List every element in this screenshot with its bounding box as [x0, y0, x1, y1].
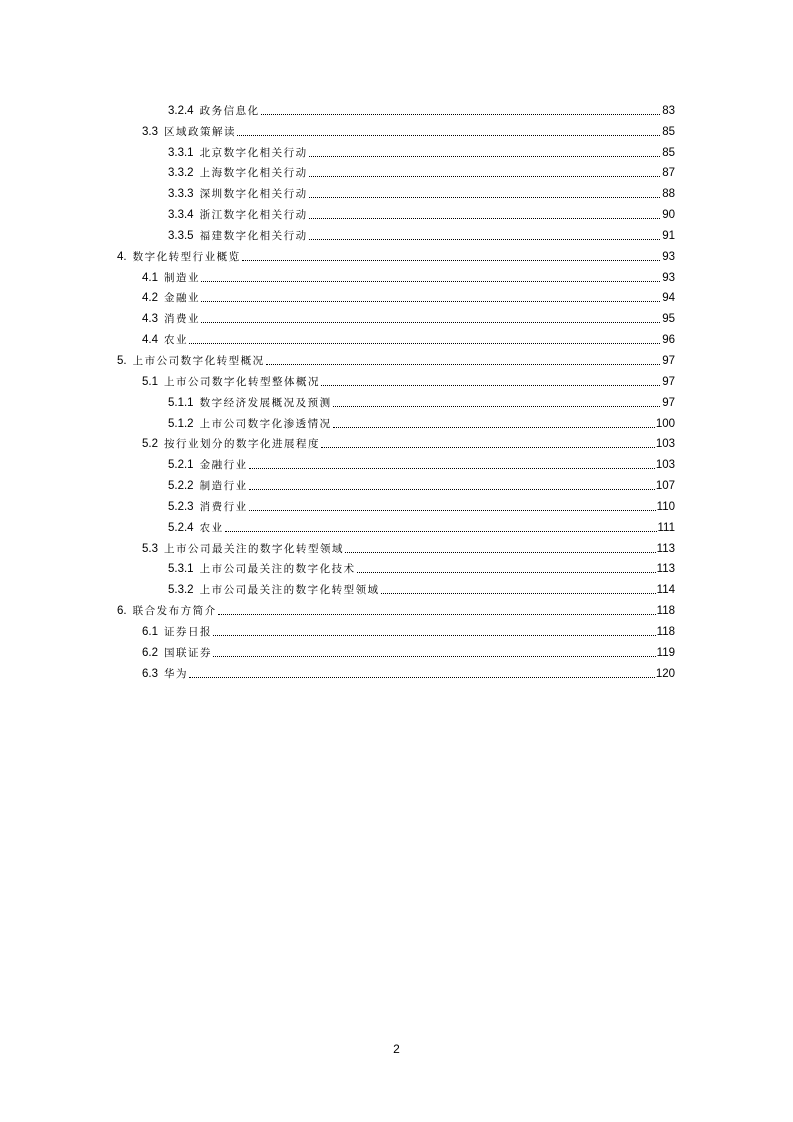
toc-entry[interactable]	[117, 97, 675, 118]
toc-entry-title: 上市公司最关注的数字化转型领域	[164, 542, 344, 555]
toc-entry[interactable]	[117, 285, 675, 306]
toc-entry-number: 5.3.2	[168, 584, 194, 597]
toc-dot-leader	[201, 322, 660, 323]
toc-dot-leader	[309, 197, 660, 198]
toc-dot-leader	[381, 593, 656, 594]
toc-entry[interactable]	[117, 618, 675, 639]
toc-entry[interactable]	[117, 222, 675, 243]
toc-entry[interactable]	[117, 180, 675, 201]
toc-entry-page: 97	[662, 396, 675, 409]
toc-entry[interactable]	[117, 118, 675, 139]
toc-entry-title: 上市公司数字化转型整体概况	[164, 375, 320, 388]
toc-entry-page: 113	[656, 563, 675, 576]
toc-entry-number: 5.3	[142, 542, 158, 555]
toc-entry[interactable]	[117, 556, 675, 577]
toc-entry[interactable]	[117, 160, 675, 181]
toc-dot-leader	[266, 364, 660, 365]
toc-entry-number: 6.3	[142, 667, 158, 680]
toc-entry-number: 5.2.3	[168, 500, 194, 513]
toc-dot-leader	[249, 468, 655, 469]
toc-entry-number: 4.3	[142, 313, 158, 326]
toc-entry[interactable]	[117, 410, 675, 431]
toc-entry-number: 3.3.2	[168, 167, 194, 180]
toc-entry-title: 制造行业	[199, 480, 248, 493]
toc-entry-number: 4.2	[142, 292, 158, 305]
toc-dot-leader	[333, 427, 655, 428]
toc-dot-leader	[309, 218, 660, 219]
toc-entry-number: 3.3.3	[168, 188, 194, 201]
toc-entry-number: 5.1.1	[168, 396, 194, 409]
toc-dot-leader	[249, 510, 656, 511]
toc-entry-title: 深圳数字化相关行动	[199, 188, 308, 201]
toc-entry[interactable]	[117, 451, 675, 472]
toc-entry-number: 5.3.1	[168, 563, 194, 576]
toc-dot-leader	[345, 552, 656, 553]
toc-entry-number: 5.1.2	[168, 417, 194, 430]
toc-entry[interactable]	[117, 326, 675, 347]
toc-entry[interactable]	[117, 305, 675, 326]
toc-entry-number: 4.	[117, 250, 127, 263]
toc-entry-page: 118	[656, 605, 675, 618]
toc-entry-number: 3.3.1	[168, 146, 194, 159]
toc-dot-leader	[201, 301, 660, 302]
toc-entry-page: 95	[662, 313, 675, 326]
toc-entry-number: 5.2.1	[168, 459, 194, 472]
toc-entry-page: 103	[655, 438, 675, 451]
table-of-contents	[117, 97, 675, 681]
toc-entry[interactable]	[117, 493, 675, 514]
toc-entry-page: 93	[662, 271, 675, 284]
toc-entry-page: 97	[662, 375, 675, 388]
page-number: 2	[393, 1042, 400, 1056]
toc-entry-number: 5.1	[142, 375, 158, 388]
toc-entry[interactable]	[117, 514, 675, 535]
toc-entry-number: 5.2.2	[168, 480, 194, 493]
toc-entry[interactable]	[117, 389, 675, 410]
toc-dot-leader	[309, 176, 660, 177]
toc-entry-number: 3.3.5	[168, 229, 194, 242]
toc-entry-page: 110	[656, 500, 675, 513]
toc-entry-title: 消费业	[164, 313, 200, 326]
toc-entry-number: 5.	[117, 354, 127, 367]
toc-entry[interactable]	[117, 597, 675, 618]
toc-entry-page: 93	[662, 250, 675, 263]
toc-entry-title: 按行业划分的数字化进展程度	[164, 438, 320, 451]
toc-entry-page: 88	[662, 188, 675, 201]
toc-entry-page: 103	[655, 459, 675, 472]
toc-entry-number: 6.2	[142, 646, 158, 659]
toc-entry-title: 数字化转型行业概览	[132, 250, 241, 263]
toc-entry-title: 浙江数字化相关行动	[199, 209, 308, 222]
toc-entry-page: 83	[662, 104, 675, 117]
toc-dot-leader	[225, 531, 657, 532]
toc-entry-page: 90	[662, 209, 675, 222]
toc-entry-title: 数字经济发展概况及预测	[199, 396, 332, 409]
toc-entry-title: 上市公司最关注的数字化技术	[199, 563, 356, 576]
toc-dot-leader	[189, 343, 660, 344]
toc-entry-number: 5.2.4	[168, 521, 194, 534]
toc-entry-title: 农业	[199, 521, 224, 534]
toc-entry-title: 联合发布方简介	[132, 605, 217, 618]
toc-entry[interactable]	[117, 576, 675, 597]
toc-entry-title: 国联证券	[164, 646, 212, 659]
toc-dot-leader	[249, 489, 655, 490]
toc-entry-title: 金融行业	[199, 459, 248, 472]
toc-entry-page: 85	[662, 125, 675, 138]
toc-entry-page: 113	[656, 542, 675, 555]
toc-entry-page: 96	[662, 334, 675, 347]
toc-entry-page: 111	[657, 521, 675, 534]
toc-dot-leader	[189, 677, 655, 678]
toc-dot-leader	[201, 281, 660, 282]
toc-entry-title: 消费行业	[199, 500, 248, 513]
toc-entry-title: 制造业	[164, 271, 200, 284]
toc-entry-title: 福建数字化相关行动	[199, 229, 308, 242]
toc-entry-page: 100	[655, 417, 675, 430]
toc-entry-title: 上市公司数字化渗透情况	[199, 417, 332, 430]
toc-entry[interactable]	[117, 139, 675, 160]
toc-entry-title: 上市公司最关注的数字化转型领域	[199, 584, 380, 597]
toc-entry[interactable]	[117, 264, 675, 285]
toc-entry-number: 5.2	[142, 438, 158, 451]
toc-entry-page: 114	[656, 584, 675, 597]
toc-entry-title: 上市公司数字化转型概况	[132, 354, 265, 367]
toc-dot-leader	[309, 239, 660, 240]
toc-entry[interactable]	[117, 639, 675, 660]
toc-entry[interactable]	[117, 201, 675, 222]
toc-dot-leader	[321, 447, 655, 448]
toc-entry[interactable]	[117, 368, 675, 389]
toc-entry-page: 118	[656, 625, 675, 638]
toc-entry-number: 3.3	[142, 125, 158, 138]
toc-entry-title: 华为	[164, 667, 188, 680]
toc-entry-number: 4.1	[142, 271, 158, 284]
toc-entry[interactable]	[117, 535, 675, 556]
toc-entry-number: 6.1	[142, 625, 158, 638]
toc-entry-title: 上海数字化相关行动	[199, 167, 308, 180]
toc-entry-title: 政务信息化	[199, 104, 260, 117]
toc-entry[interactable]	[117, 243, 675, 264]
toc-dot-leader	[357, 572, 656, 573]
toc-dot-leader	[333, 406, 660, 407]
toc-dot-leader	[213, 635, 656, 636]
toc-entry-page: 120	[655, 667, 675, 680]
toc-entry-page: 87	[662, 167, 675, 180]
toc-dot-leader	[309, 156, 660, 157]
toc-entry-number: 6.	[117, 605, 127, 618]
toc-entry-title: 北京数字化相关行动	[199, 146, 308, 159]
toc-entry[interactable]	[117, 660, 675, 681]
toc-entry-page: 85	[662, 146, 675, 159]
toc-entry-number: 3.3.4	[168, 209, 194, 222]
toc-entry-page: 94	[662, 292, 675, 305]
toc-entry[interactable]	[117, 347, 675, 368]
toc-entry-number: 4.4	[142, 334, 158, 347]
toc-dot-leader	[237, 135, 660, 136]
toc-dot-leader	[321, 385, 660, 386]
toc-entry-title: 农业	[164, 334, 188, 347]
toc-entry-page: 97	[662, 354, 675, 367]
toc-entry-page: 91	[662, 229, 675, 242]
toc-dot-leader	[218, 614, 656, 615]
toc-entry[interactable]	[117, 472, 675, 493]
toc-dot-leader	[261, 114, 660, 115]
toc-entry-title: 证券日报	[164, 625, 212, 638]
toc-entry-page: 119	[656, 646, 675, 659]
toc-entry-title: 金融业	[164, 292, 200, 305]
toc-entry-number: 3.2.4	[168, 104, 194, 117]
toc-entry[interactable]	[117, 431, 675, 452]
toc-dot-leader	[213, 656, 656, 657]
toc-entry-page: 107	[655, 480, 675, 493]
toc-entry-title: 区域政策解读	[164, 125, 236, 138]
toc-dot-leader	[242, 260, 660, 261]
